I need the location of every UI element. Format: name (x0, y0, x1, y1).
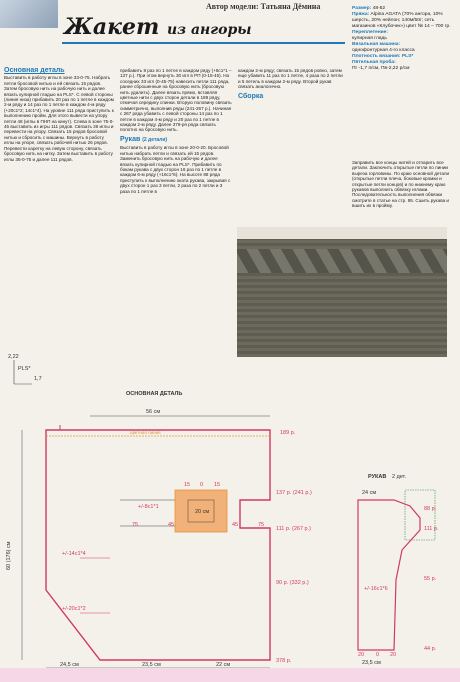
text-column-4 (352, 160, 452, 211)
needle-label-6: 45 (232, 522, 239, 528)
row-label-3: 111 р. (267 р.) (276, 526, 311, 532)
sleeve-outline (358, 500, 420, 650)
sleeve-needle-3: 20 (390, 652, 397, 658)
title-main: Жакет (64, 14, 160, 40)
seg-bottom-right: 22 см (216, 662, 231, 668)
overlay-value: кулирная гладь (352, 36, 387, 41)
pls-value: 1,7 (34, 376, 42, 382)
gauge-label: Пятельная проба: (352, 60, 396, 65)
pattern-diagram (0, 350, 460, 682)
needle-label-4: 0 (200, 482, 204, 488)
seg-bottom-left: 24,5 см (60, 662, 79, 668)
size-value: 48-52 (372, 6, 386, 11)
page-footer-strip (0, 668, 460, 682)
sleeve-row-3: 55 р. (424, 576, 437, 582)
seg-bottom-mid: 23,5 см (142, 662, 161, 668)
row-label-4: 90 р. (332 р.) (276, 580, 309, 586)
row-label-5: 378 р. (276, 658, 292, 664)
main-title: ОСНОВНАЯ ДЕТАЛЬ (126, 391, 183, 397)
sleeve-text: Выставить в работу иглы в зоне 20-0-20. Бросовой нитью набрать петли и связать ей 15 рядов. Заменить бросовую нить на рабочую и далее вязать кулирной гладью на PLS*. Прибавить по бокам рукава с двух сторон 16 раз по 1 петле в каждом 6-м ряду (+16с1*6). На высоте 88 ряда приступить к выполнению оката рукава, закрывая с двух сторон 1 раз 3 петли, 2 раза по 2 петли и 3 раза по 1 петле в (120, 145, 231, 194)
col1-text: Выставить в работу иглы в зоне 33-0-75. Набрать петли бросовой нитью и ей связать 15 рядов. Затем бросовую нить на рабочую нить и далее вязать кулирной гладью на PLS*. С левой стороны (линия низа) прибавить 20 раз по 1 петле в каждом 2-м ряду и 14 раз по 1 петле в каждом 4-м ряду (+20с1*2; 14с1*4). На уровне 111 ряда приступить к выполнению пройм. Для этого вывести на упору петли 48 (иглы в ПНП на кинут). Слева в зоне 75-0-45 выставить из игры 111 рядов. Связать 36 иглы и перевести на упору. Связать 15 рядов бросовой нитью и сбросить с машины. Вернуть в работу иглы на упоре, связать рабочей нитью 26 рядов. Перевести каретку на левую сторону, связать бросовую нить на нитку. Затем выставить в работу иглы 35-0-75 и далее 111 рядов. (4, 75, 114, 162)
needle-label-1: 75 (132, 522, 139, 528)
sleeve-title: РУКАВ (368, 474, 387, 480)
inc-low: +/-20с1*2 (62, 606, 86, 612)
sleeve-inc: +/-16с1*6 (364, 586, 388, 592)
assembly-text: Заправить все концы нитей и отпарить все детали. Заключить открытые петли по линии выреза горловины. По краю основной детали (открытые петли плеча, боковые кромки и открытые петли концов) и по нижнему краю рукавов выполнить обвязку иглами. Последовательность выполнения обвязки смотрите в статье на стр. 95. Сшить рукава и вшить их в пройму. (352, 160, 450, 209)
title-sub: из ангоры (166, 22, 252, 38)
main-heading: Основная деталь (4, 67, 65, 74)
sleeve-needle-2: 0 (376, 652, 380, 658)
text-column-2 (120, 68, 232, 196)
inner-cm: 20 см (195, 509, 210, 515)
knit-sample-photo (237, 227, 447, 357)
pls-label: PLS* (18, 366, 31, 372)
height-left: 60 (176) см (6, 541, 12, 570)
col3-text: каждом 2-м ряду; связать 15 рядов ровно, затем еще убавить 11 раз по 1 петле, 4 раза по 2 петли и 5 петель в каждом 2-м ряду. Второй рукав связать аналогично. (238, 68, 343, 90)
sleeve-needle-1: 20 (358, 652, 365, 658)
yarn-value: Alpina AGATA (70% ангора, 10% шерсть, 20% нейлон; 140м/50г; сеть магазинов «Клубочек») цвет № 14 – 700 гр. (352, 12, 451, 29)
sleeve-row-2: 111 р. (424, 526, 439, 532)
needle-label-7: 75 (258, 522, 265, 528)
sleeve-count: 2 дет. (392, 474, 407, 480)
inc-upper: +/-8с1*1 (138, 504, 159, 510)
needle-label-5: 15 (214, 482, 221, 488)
main-piece-outline (46, 430, 270, 660)
machine-value: однофонтурная 4-го класса (352, 48, 415, 53)
sleeve-row-4: 44 р. (424, 646, 437, 652)
text-column-1 (4, 68, 114, 164)
assembly-heading: Сборка (238, 92, 264, 100)
density-label: Плотность вязания: PLS* (352, 54, 414, 59)
sleeve-bottom: 23,5 см (362, 660, 381, 666)
page-title (64, 14, 251, 40)
sleeve-width: 24 см (362, 490, 377, 496)
needle-label-2: 45 (168, 522, 175, 528)
specs-box (352, 6, 456, 72)
title-rule (62, 42, 345, 44)
width-top: 56 см (146, 409, 161, 415)
sleeve-heading: Рукав (2 детали) (120, 135, 168, 143)
sleeve-row-1: 88 р. (424, 506, 437, 512)
machine-label: Вязальная машина: (352, 42, 401, 47)
inc-mid: +/-14с1*4 (62, 551, 86, 557)
needle-label-3: 15 (184, 482, 191, 488)
cable-pattern (237, 249, 447, 273)
author-line: Автор модели: Татьяна Дёмина (206, 2, 321, 11)
text-column-3 (238, 68, 344, 101)
yarn-label: Пряжа: (352, 12, 370, 17)
scale-top: 2,22 (8, 354, 19, 360)
overlay-label: Переплетение: (352, 30, 389, 35)
row-label-2: 137 р. (241 р.) (276, 490, 312, 496)
yarn-photo (0, 0, 58, 28)
row-label-1: 189 р. (280, 430, 296, 436)
size-label: Размер: (352, 6, 372, 11)
col2-text: прибавить 8 раз по 1 петле в каждом ряду (+8с1*1 – 137 р.). При этом вернуть 30 игл в РП (0-15-45). На соседних 33 игл (0-45-75) навесить петли 111 ряда, ранее сброшенные на бросовую нить (бросовую нить удалить). Далее вязать прямо, вставляя цветные нити с двух сторон детали в 189 ряду, отмечая середину спинки. Вторую половину связать симметрично, выполнив ряды (241-267 р.). Начиная с 267 ряда убавить с левой стороны 14 раз по 1 петле в каждом 4-м ряду и 20 раз по 1 петле в каждом 2-м ряду. Далее 378-ря ряда связать полотно на бросовую нить. (120, 68, 232, 133)
gauge-value: Пг -1,7 п/см, Пв-2,22 р/см (352, 66, 410, 71)
colored-line-label: цветная линия (130, 430, 161, 435)
